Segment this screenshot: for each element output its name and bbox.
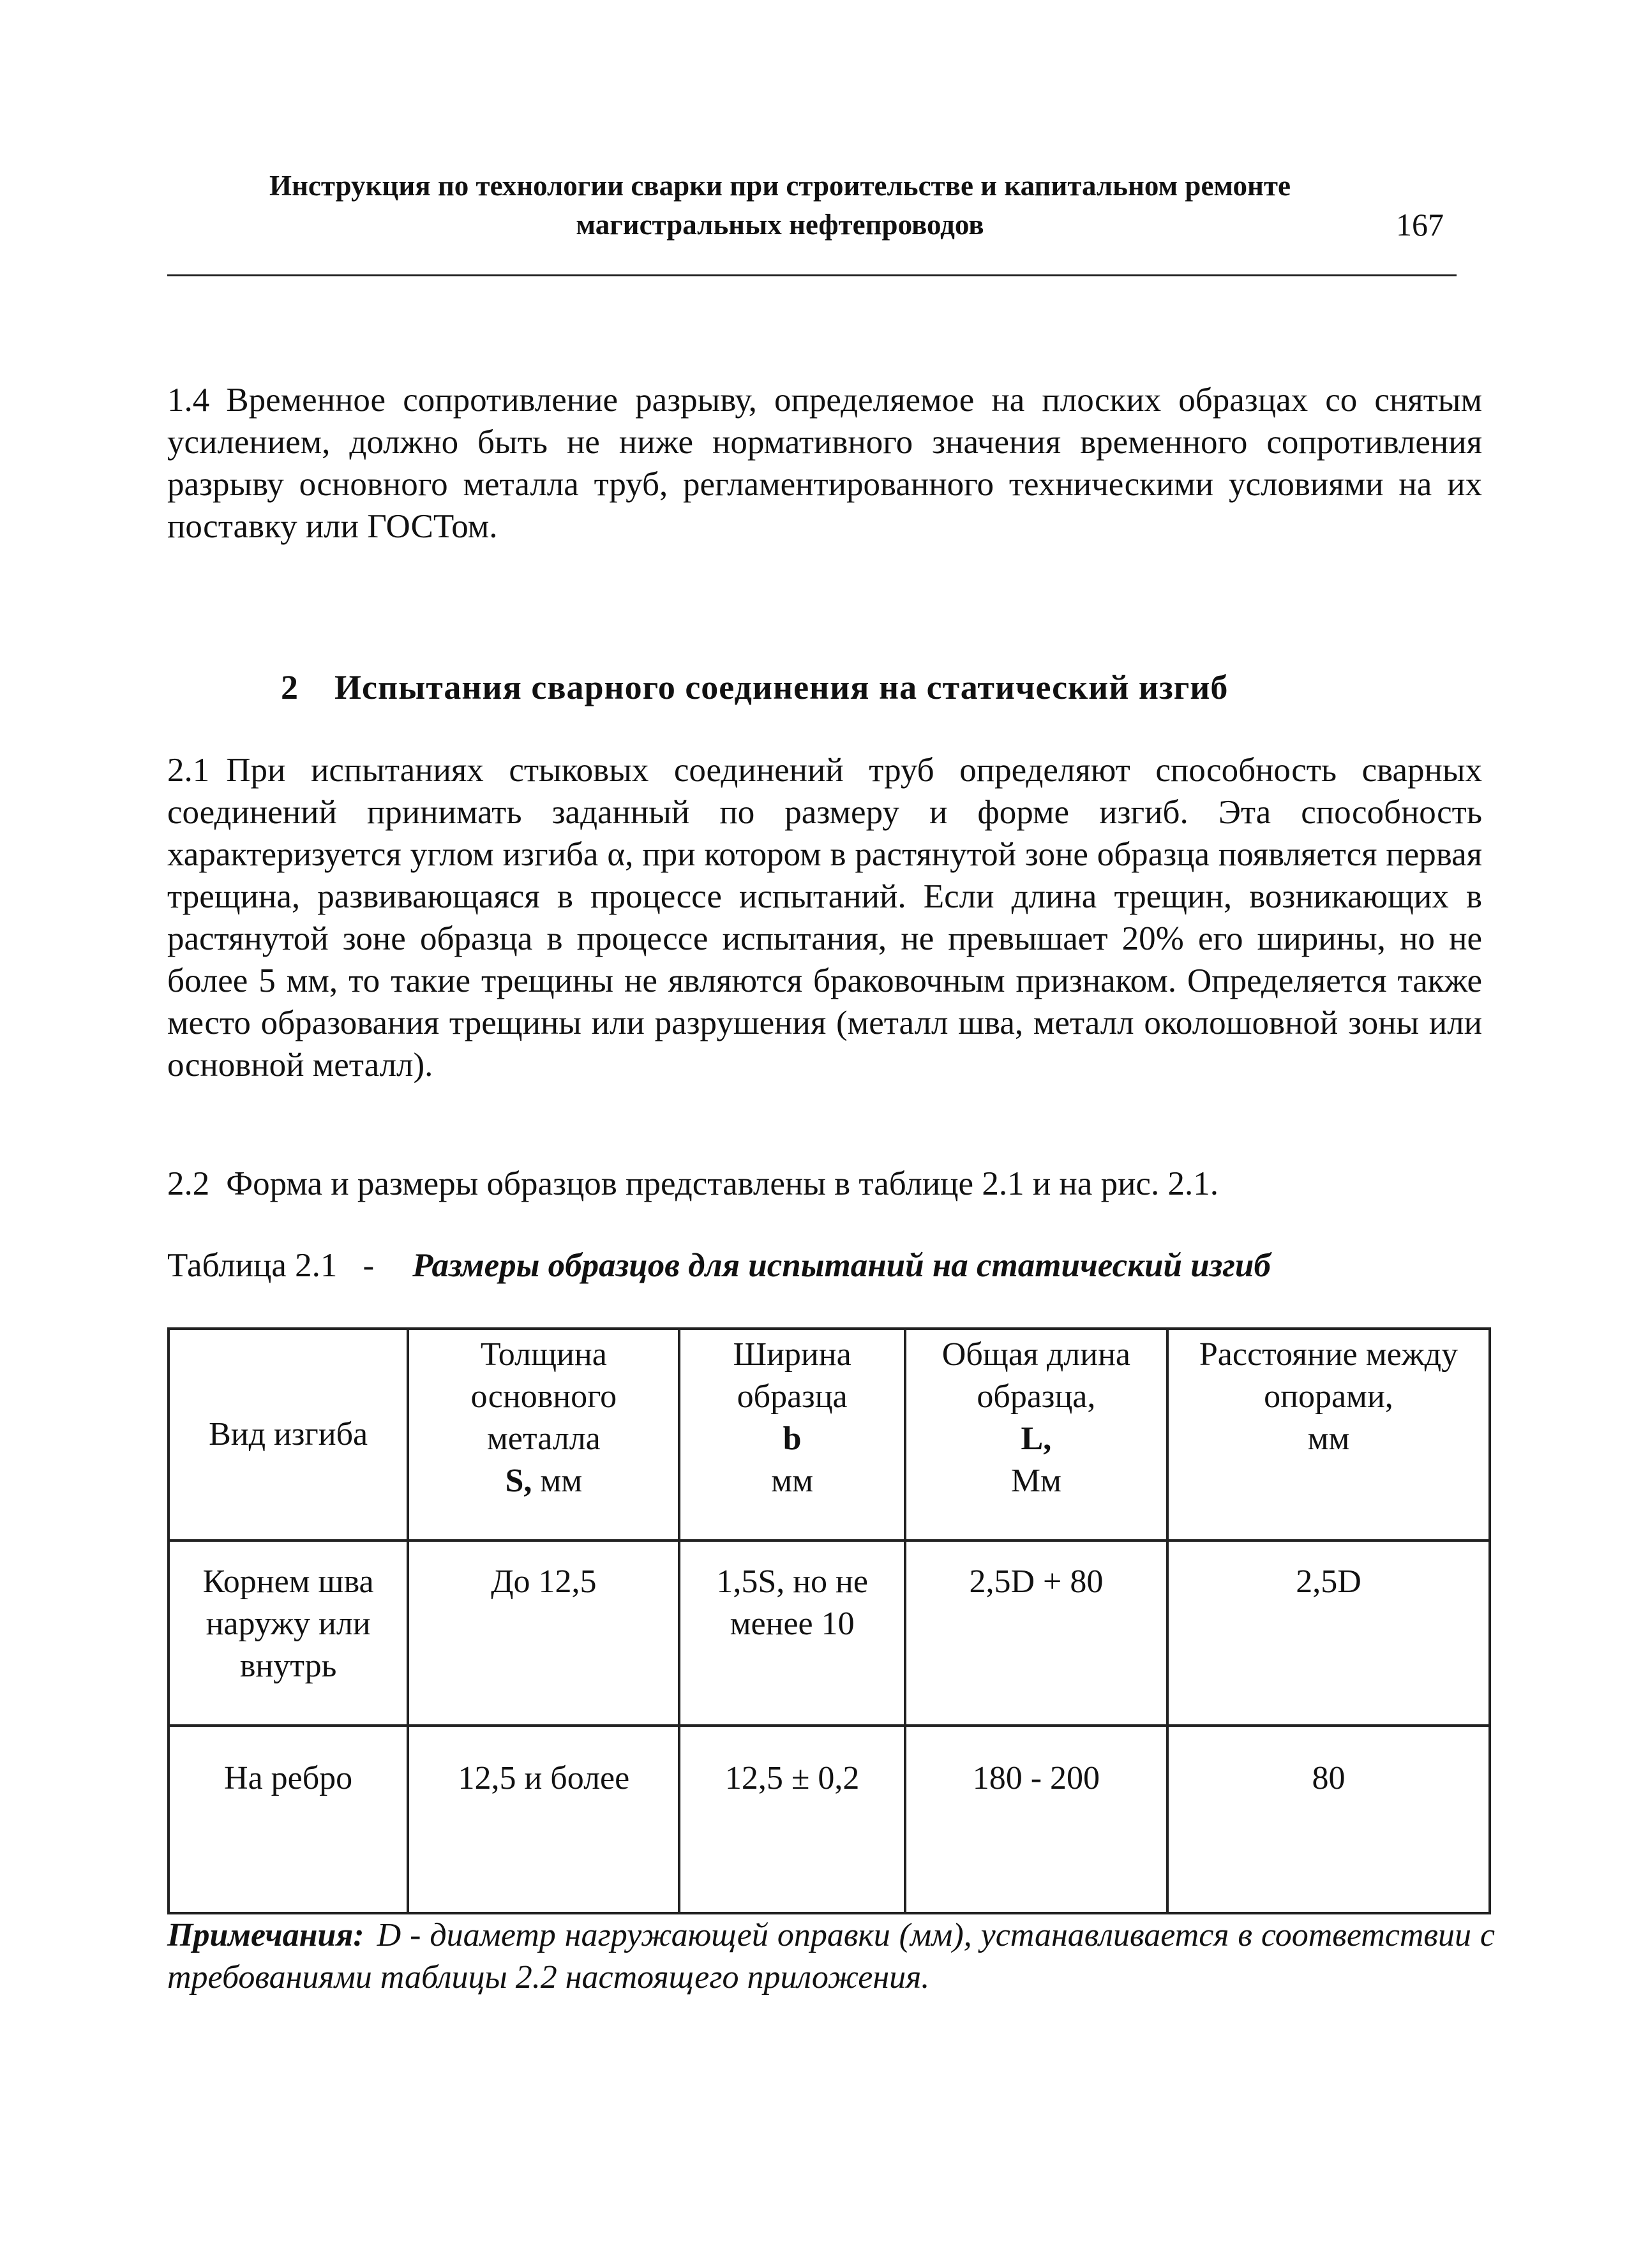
paragraph-1-4 (167, 379, 1482, 548)
cell-thickness: До 12,5 (408, 1541, 679, 1726)
cell-bend-type (169, 1726, 408, 1913)
table-caption-title: Размеры образцов для испытаний на статический изгиб (412, 1247, 1271, 1284)
paragraph-text: При испытаниях стыковых соединений труб определяют способность сварных соединений принимать заданный по размеру и форме изгиб. Эта способность характеризуется углом изгиба α, при котором в растянутой зоне образца появляется первая трещина, развивающаяся в процессе испытаний. Если длина трещин, возникающих в растянутой зоне образца в процессе испытания, не превышает 20% его ширины, но не более 5 мм, то такие трещины не являются браковочным признаком. Определяется также место образования трещины или разрушения (металл шва, металл околошовной зоны или основной металл). (167, 752, 1482, 1084)
header-title-line2-row (167, 204, 1457, 245)
cell-length: 2,5D + 80 (905, 1541, 1167, 1726)
cell-support-distance: 80 (1167, 1726, 1490, 1913)
section-title: Испытания сварного соединения на статический изгиб (334, 668, 1229, 706)
header-text: Ширина (733, 1336, 851, 1373)
page-number: 167 (1396, 207, 1444, 242)
cell-text: 1,5S, но не (716, 1563, 868, 1600)
paragraph-number: 2.1 (167, 752, 210, 789)
header-symbol: b (783, 1421, 802, 1457)
paragraph-text: Форма и размеры образцов представлены в таблице 2.1 и на рис. 2.1. (226, 1165, 1218, 1202)
header-symbol: L, (1021, 1421, 1052, 1457)
cell-width (679, 1541, 904, 1726)
table-caption-dash: - (363, 1247, 375, 1284)
cell-support-distance: 2,5D (1167, 1541, 1490, 1726)
paragraph-2-2 (167, 1163, 1482, 1205)
header-symbol: S, (505, 1463, 532, 1499)
note-text: D - диаметр нагружающей оправки (мм), устанавливается в соответствии с требованиями таблицы 2.2 настоящего приложения. (167, 1917, 1495, 1996)
header-text: мм (1307, 1421, 1350, 1457)
header-text: Общая длина (941, 1336, 1130, 1373)
table-caption-label: Таблица 2.1 (167, 1247, 338, 1284)
paragraph-number: 1.4 (167, 382, 210, 419)
cell-text: На ребро (224, 1760, 353, 1796)
header-cell-length (905, 1329, 1167, 1541)
header-text: Расстояние между (1199, 1336, 1458, 1373)
cell-text: менее 10 (730, 1606, 855, 1642)
note-label: Примечания: (167, 1917, 364, 1953)
table-caption (167, 1244, 1271, 1287)
cell-width (679, 1726, 904, 1913)
cell-text: Корнем шва (202, 1563, 374, 1600)
header-text: образца (737, 1378, 848, 1415)
table-row (169, 1726, 1490, 1913)
header-text: Вид изгиба (209, 1416, 368, 1452)
table-note (167, 1914, 1495, 1999)
cell-text: наружу или (206, 1606, 371, 1642)
header-title-line2: магистральных нефтепроводов (576, 209, 984, 241)
specimen-size-table (167, 1327, 1491, 1914)
header-title-line1: Инструкция по технологии сварки при строительстве и капитальном ремонте (269, 170, 1291, 202)
header-cell-width (679, 1329, 904, 1541)
header-unit: Мм (1010, 1463, 1061, 1499)
header-cell-support-distance (1167, 1329, 1490, 1541)
cell-bend-type (169, 1541, 408, 1726)
page-header (167, 167, 1457, 245)
paragraph-number: 2.2 (167, 1165, 210, 1202)
cell-text: 12,5 ± 0,2 (724, 1760, 860, 1796)
header-text: Толщина (480, 1336, 607, 1373)
paragraph-2-1 (167, 749, 1482, 1086)
table-header-row (169, 1329, 1490, 1541)
header-cell-thickness (408, 1329, 679, 1541)
paragraph-text: Временное сопротивление разрыву, определяемое на плоских образцах со снятым усилением, должно быть не ниже нормативного значения временного сопротивления разрыву основного металла труб, регламентированного техническими условиями на их поставку или ГОСТом. (167, 382, 1482, 545)
header-text: образца, (977, 1378, 1096, 1415)
header-text: основного (470, 1378, 617, 1415)
header-unit: мм (540, 1463, 583, 1499)
cell-text: внутрь (239, 1648, 337, 1684)
header-text: металла (486, 1421, 601, 1457)
table-row (169, 1541, 1490, 1726)
header-cell-bend-type (169, 1329, 408, 1541)
section-heading (281, 665, 1228, 710)
header-unit: мм (771, 1463, 814, 1499)
header-text: опорами, (1264, 1378, 1393, 1415)
cell-length: 180 - 200 (905, 1726, 1167, 1913)
section-number: 2 (281, 668, 299, 706)
header-divider (167, 274, 1457, 276)
cell-thickness: 12,5 и более (408, 1726, 679, 1913)
